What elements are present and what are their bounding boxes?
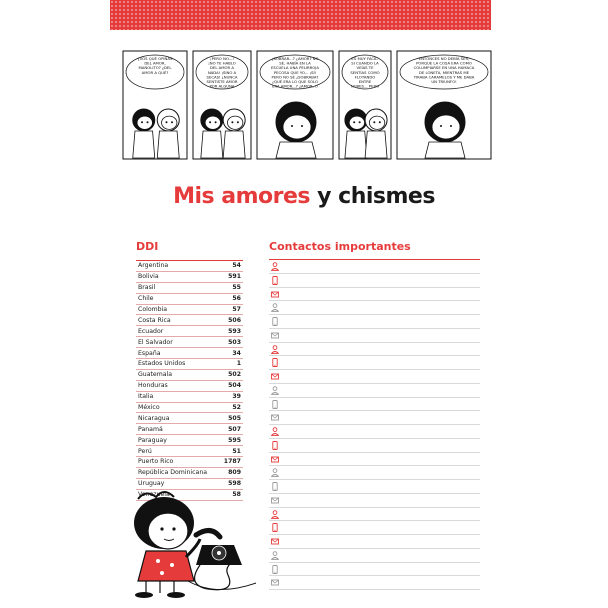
contact-line[interactable] xyxy=(269,453,480,467)
comic-bubble-text: COLUMPIARSE EN UNA HAMACA xyxy=(413,65,475,71)
ddi-code: 591 xyxy=(228,273,241,281)
ddi-country: Ecuador xyxy=(138,327,164,335)
comic-bubble-text: DEL AMOR, xyxy=(144,60,166,66)
comic-panel xyxy=(339,51,391,159)
comic-bubble-text: PERO NO SÉ ¿SOBRABA? xyxy=(271,74,319,80)
contact-line[interactable] xyxy=(269,384,480,398)
contacts-heading: Contactos importantes xyxy=(269,240,411,253)
page-title-highlight: Mis amores xyxy=(173,184,310,209)
contact-line[interactable] xyxy=(269,260,480,274)
ddi-row xyxy=(136,337,243,348)
ddi-country: Argentina xyxy=(138,262,169,270)
ddi-row xyxy=(136,468,243,479)
ddi-row xyxy=(136,381,243,392)
ddi-country: Puerto Rico xyxy=(138,458,174,466)
contact-line[interactable] xyxy=(269,466,480,480)
contact-line[interactable] xyxy=(269,356,480,370)
ddi-code: 52 xyxy=(232,404,241,412)
comic-bubble-text: DE LONETA, MIENTRAS ME xyxy=(418,69,470,75)
ddi-row xyxy=(136,359,243,370)
ddi-country: Bolivia xyxy=(138,273,159,281)
ddi-code: 809 xyxy=(228,469,241,477)
ddi-code: 504 xyxy=(228,382,241,390)
comic-bubble-text: ERA AMOR...? ¿AMOR, O xyxy=(272,83,318,89)
contacts-list xyxy=(269,259,480,590)
contact-line[interactable] xyxy=(269,439,480,453)
comic-bubble-text: ¿QUÉ ERA LO QUE SÓLO xyxy=(272,79,318,84)
ddi-row xyxy=(136,348,243,359)
contact-line[interactable] xyxy=(269,494,480,508)
comic-bubble-text: ¿VOS QUÉ OPINÁS xyxy=(137,56,173,61)
ddi-country: España xyxy=(138,349,161,357)
mafalda-telephone-illustration xyxy=(116,485,266,600)
ddi-row xyxy=(136,272,243,283)
ddi-country: Uruguay xyxy=(138,480,165,488)
comic-bubble-text: AMOR A QUÉ? xyxy=(141,69,169,75)
ddi-country: Venezuela xyxy=(138,491,170,499)
ddi-row xyxy=(136,315,243,326)
comic-bubble-text: TIRABA CARAMELOS Y ME DABA xyxy=(413,74,475,80)
contact-line[interactable] xyxy=(269,274,480,288)
ddi-country: Nicaragua xyxy=(138,414,170,422)
ddi-row xyxy=(136,294,243,305)
comic-bubble-text: ¡PERO NO...! xyxy=(210,56,234,61)
ddi-code: 56 xyxy=(232,295,241,303)
ddi-country: Perú xyxy=(138,447,152,455)
comic-bubble-text: NUBES... PERO xyxy=(350,83,380,89)
ddi-country: Brasil xyxy=(138,284,156,292)
contact-line[interactable] xyxy=(269,329,480,343)
ddi-row xyxy=(136,403,243,414)
comic-bubble-text: ENTRE xyxy=(358,79,372,84)
ddi-code: 593 xyxy=(228,327,241,335)
ddi-country: Panamá xyxy=(138,425,163,433)
ddi-row xyxy=(136,261,243,272)
ddi-code: 507 xyxy=(228,425,241,433)
contact-line[interactable] xyxy=(269,549,480,563)
ddi-country: Costa Rica xyxy=(138,316,171,324)
ddi-code: 505 xyxy=(228,414,241,422)
ddi-heading: DDI xyxy=(136,240,159,253)
ddi-row xyxy=(136,457,243,468)
ddi-row xyxy=(136,283,243,294)
comic-bubble-text: ENTONCES NO DEBÍA SER, xyxy=(418,56,470,61)
contact-line[interactable] xyxy=(269,301,480,315)
comic-bubble-text: FLOTANDO xyxy=(354,74,376,80)
ddi-row xyxy=(136,370,243,381)
ddi-code: 57 xyxy=(232,306,241,313)
ddi-country: El Salvador xyxy=(138,338,173,346)
comic-bubble-text: SENTÍAS COMO xyxy=(350,69,380,75)
comic-bubble-text: POR ALGUNA xyxy=(209,83,235,89)
comic-bubble-text: SI CUANDO LA xyxy=(351,60,379,66)
comic-bubble-text: SENTISTE AMOR xyxy=(206,79,238,84)
page-title xyxy=(0,184,608,209)
ddi-code: 598 xyxy=(228,480,241,488)
ddi-row xyxy=(136,413,243,424)
comic-panel xyxy=(257,51,333,159)
ddi-country: Estados Unidos xyxy=(138,360,186,368)
ddi-code: 595 xyxy=(228,436,241,444)
ddi-code: 503 xyxy=(228,338,241,346)
ddi-code: 502 xyxy=(228,371,241,379)
contact-line[interactable] xyxy=(269,535,480,549)
ddi-country: México xyxy=(138,404,160,412)
contact-line[interactable] xyxy=(269,563,480,577)
comic-panel xyxy=(193,51,251,159)
contact-line[interactable] xyxy=(269,508,480,522)
ddi-country: Chile xyxy=(138,295,154,303)
ddi-code: 51 xyxy=(232,447,241,455)
ddi-code: 34 xyxy=(232,349,241,357)
contact-line[interactable] xyxy=(269,315,480,329)
contact-line[interactable] xyxy=(269,398,480,412)
comic-bubble-text: ¿SOBRAR...? ¿AMOR? NO xyxy=(271,56,319,61)
contact-line[interactable] xyxy=(269,480,480,494)
comic-panel xyxy=(397,51,491,159)
ddi-row xyxy=(136,435,243,446)
ddi-row xyxy=(136,305,243,316)
ddi-row xyxy=(136,326,243,337)
contact-line[interactable] xyxy=(269,425,480,439)
ddi-code: 54 xyxy=(232,262,241,270)
ddi-country: Italia xyxy=(138,393,154,401)
comic-bubble-text: ES MUY FÁCIL: xyxy=(351,56,379,61)
comic-bubble-text: NADA! ¡SINO A xyxy=(207,69,237,75)
comic-bubble-text: ESCUELA UNA PELIRROJA xyxy=(271,65,319,71)
comic-bubble-text: VEÍAS TE xyxy=(356,65,374,71)
ddi-country: Paraguay xyxy=(138,436,167,444)
ddi-code: 58 xyxy=(232,491,241,499)
page-title-rest: y chismes xyxy=(310,184,435,209)
ddi-row xyxy=(136,446,243,457)
ddi-country: Colombia xyxy=(138,306,168,313)
ddi-row xyxy=(136,392,243,403)
comic-bubble-text: PECOSA QUE YO... ¡SÍ! xyxy=(273,69,317,75)
ddi-country: Guatemala xyxy=(138,371,173,379)
contact-line[interactable] xyxy=(269,521,480,535)
contact-line[interactable] xyxy=(269,370,480,384)
comic-bubble-text: MANOLITO? ¿DEL xyxy=(138,65,172,71)
ddi-table xyxy=(136,260,243,501)
comic-panel xyxy=(123,51,187,159)
ddi-country: Honduras xyxy=(138,382,168,390)
comic-bubble-text: PORQUE LA COSA ERA COMO xyxy=(416,60,472,66)
mafalda-comic-strip xyxy=(122,50,494,162)
ddi-code: 39 xyxy=(232,393,241,401)
comic-bubble-text: SECAS! ¿NUNCA xyxy=(206,74,238,80)
ddi-country: República Dominicana xyxy=(138,469,208,477)
ddi-code: 55 xyxy=(232,284,241,292)
contact-line[interactable] xyxy=(269,343,480,357)
ddi-code: 1787 xyxy=(223,458,241,466)
comic-bubble-text: SÉ, HABÍA EN LA xyxy=(279,60,311,66)
ddi-code: 1 xyxy=(236,360,241,368)
ddi-row xyxy=(136,424,243,435)
comic-bubble-text: ¡NO TE HABLO xyxy=(208,60,236,66)
contact-line[interactable] xyxy=(269,288,480,302)
contact-line[interactable] xyxy=(269,411,480,425)
contact-line[interactable] xyxy=(269,576,480,590)
decorative-top-band xyxy=(110,0,491,30)
ddi-code: 506 xyxy=(228,316,241,324)
comic-bubble-text: DEL AMOR A xyxy=(210,65,234,71)
comic-bubble-text: UN TRIUNFO! xyxy=(431,79,457,84)
